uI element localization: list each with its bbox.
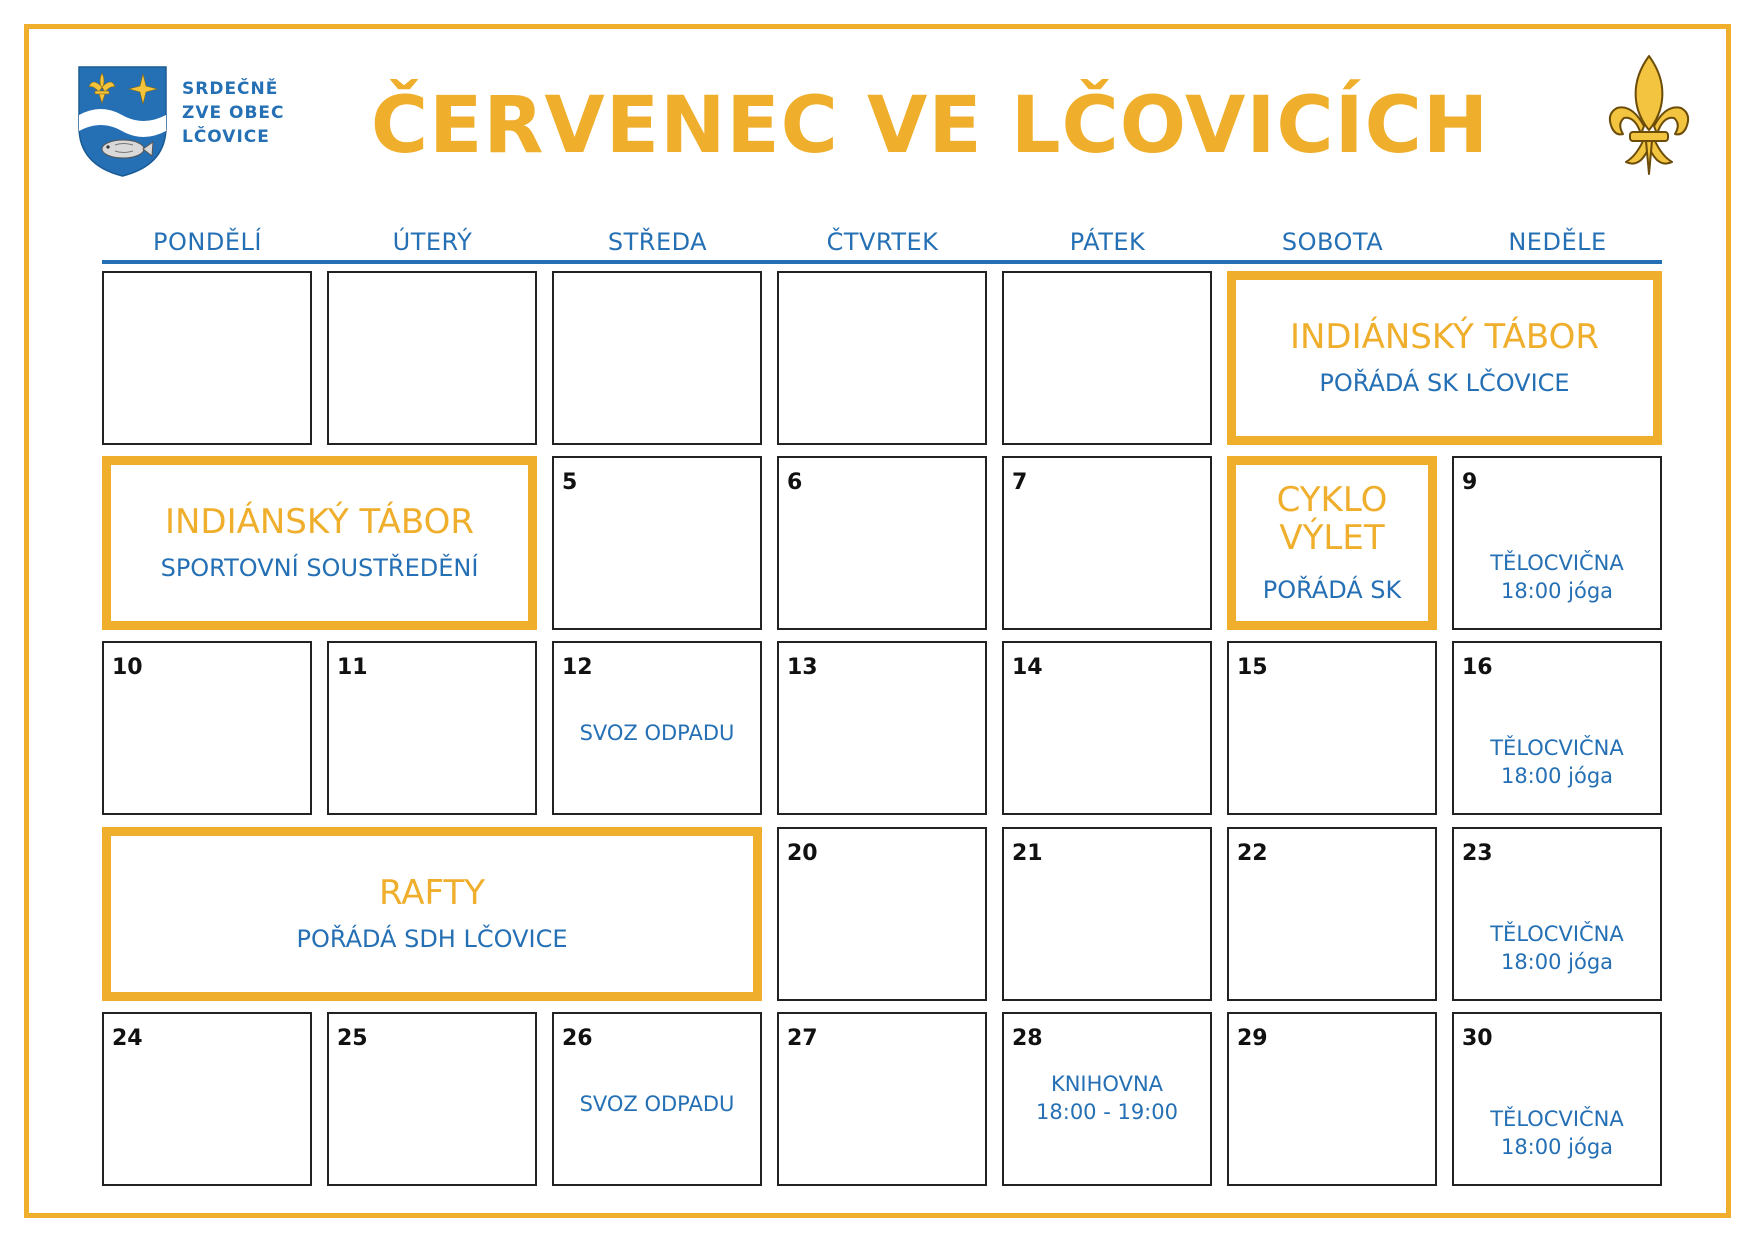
day-number: 7 <box>1012 470 1028 495</box>
weekday-label: PÁTEK <box>1069 228 1146 256</box>
event-banner <box>102 827 762 1001</box>
day-note: SVOZ ODPADU <box>579 721 735 745</box>
day-number: 25 <box>337 1026 368 1051</box>
day-number: 12 <box>562 655 593 680</box>
day-number: 6 <box>787 470 803 495</box>
fleur-de-lis-icon <box>1608 52 1690 184</box>
calendar-day-cell <box>1002 456 1212 630</box>
day-note: TĚLOCVIČNA <box>1490 1107 1624 1131</box>
calendar-day-cell <box>1002 827 1212 1001</box>
day-number: 11 <box>337 655 368 680</box>
calendar-day-cell <box>777 641 987 815</box>
crest-slogan <box>182 77 302 149</box>
day-note: TĚLOCVIČNA <box>1490 551 1624 575</box>
weekday-label: ČTVRTEK <box>826 228 939 256</box>
municipal-crest-icon <box>77 65 168 178</box>
event-banner <box>1227 271 1662 445</box>
event-title: VÝLET <box>1279 518 1385 558</box>
calendar-day-cell <box>552 641 762 815</box>
crest-slogan-line: SRDEČNĚ <box>182 79 279 99</box>
event-subtitle: POŘÁDÁ SDH LČOVICE <box>296 925 568 953</box>
day-number: 16 <box>1462 655 1493 680</box>
day-number: 15 <box>1237 655 1268 680</box>
calendar-day-cell <box>102 1012 312 1186</box>
page-title: ČERVENEC VE LČOVICÍCH <box>370 81 1490 171</box>
day-note: TĚLOCVIČNA <box>1490 736 1624 760</box>
day-number: 24 <box>112 1026 143 1051</box>
event-subtitle: POŘÁDÁ SK <box>1262 576 1402 604</box>
day-number: 23 <box>1462 841 1493 866</box>
day-number: 13 <box>787 655 818 680</box>
day-note: 18:00 jóga <box>1500 764 1614 788</box>
calendar-day-cell <box>1227 641 1437 815</box>
header-divider <box>102 260 1662 264</box>
weekday-label: STŘEDA <box>607 228 708 256</box>
calendar-day-cell <box>552 456 762 630</box>
calendar-day-cell <box>1452 1012 1662 1186</box>
day-note: SVOZ ODPADU <box>579 1092 735 1116</box>
calendar-day-cell <box>1227 827 1437 1001</box>
day-number: 30 <box>1462 1026 1493 1051</box>
weekday-label: SOBOTA <box>1281 228 1384 256</box>
day-number: 10 <box>112 655 143 680</box>
day-note: 18:00 jóga <box>1500 950 1614 974</box>
day-number: 28 <box>1012 1026 1043 1051</box>
calendar-day-cell <box>102 271 312 445</box>
crest-slogan-line: LČOVICE <box>182 127 270 147</box>
event-title: CYKLO <box>1276 480 1388 520</box>
day-number: 21 <box>1012 841 1043 866</box>
calendar-day-cell <box>1002 1012 1212 1186</box>
day-note: 18:00 jóga <box>1500 1135 1614 1159</box>
weekday-label: ÚTERÝ <box>392 228 473 256</box>
day-number: 29 <box>1237 1026 1268 1051</box>
event-subtitle: SPORTOVNÍ SOUSTŘEDĚNÍ <box>160 554 479 582</box>
day-note: 18:00 - 19:00 <box>1036 1100 1178 1124</box>
calendar-day-cell <box>1452 641 1662 815</box>
calendar-day-cell <box>552 1012 762 1186</box>
day-number: 22 <box>1237 841 1268 866</box>
day-number: 20 <box>787 841 818 866</box>
calendar-day-cell <box>1227 1012 1437 1186</box>
calendar-day-cell <box>777 456 987 630</box>
weekday-label: PONDĚLÍ <box>153 228 262 256</box>
calendar-day-cell <box>327 641 537 815</box>
day-number: 5 <box>562 470 578 495</box>
event-title: INDIÁNSKÝ TÁBOR <box>1289 317 1600 357</box>
day-note: 18:00 jóga <box>1500 579 1614 603</box>
weekday-label: NEDĚLE <box>1508 228 1607 256</box>
event-banner <box>102 456 537 630</box>
day-note: TĚLOCVIČNA <box>1490 922 1624 946</box>
day-number: 9 <box>1462 470 1478 495</box>
calendar-day-cell <box>777 271 987 445</box>
calendar-day-cell <box>1002 641 1212 815</box>
calendar-day-cell <box>1452 456 1662 630</box>
calendar-day-cell <box>1452 827 1662 1001</box>
calendar-day-cell <box>327 271 537 445</box>
event-banner <box>1227 456 1437 630</box>
calendar-day-cell <box>102 641 312 815</box>
calendar-day-cell <box>777 1012 987 1186</box>
calendar-day-cell <box>552 271 762 445</box>
calendar-day-cell <box>1002 271 1212 445</box>
day-number: 14 <box>1012 655 1043 680</box>
calendar-day-cell <box>327 1012 537 1186</box>
event-title: RAFTY <box>378 873 485 913</box>
event-subtitle: POŘÁDÁ SK LČOVICE <box>1319 369 1570 397</box>
day-number: 26 <box>562 1026 593 1051</box>
day-number: 27 <box>787 1026 818 1051</box>
calendar-day-cell <box>777 827 987 1001</box>
day-note: KNIHOVNA <box>1050 1072 1164 1096</box>
event-title: INDIÁNSKÝ TÁBOR <box>164 502 475 542</box>
crest-slogan-line: ZVE OBEC <box>182 103 285 123</box>
